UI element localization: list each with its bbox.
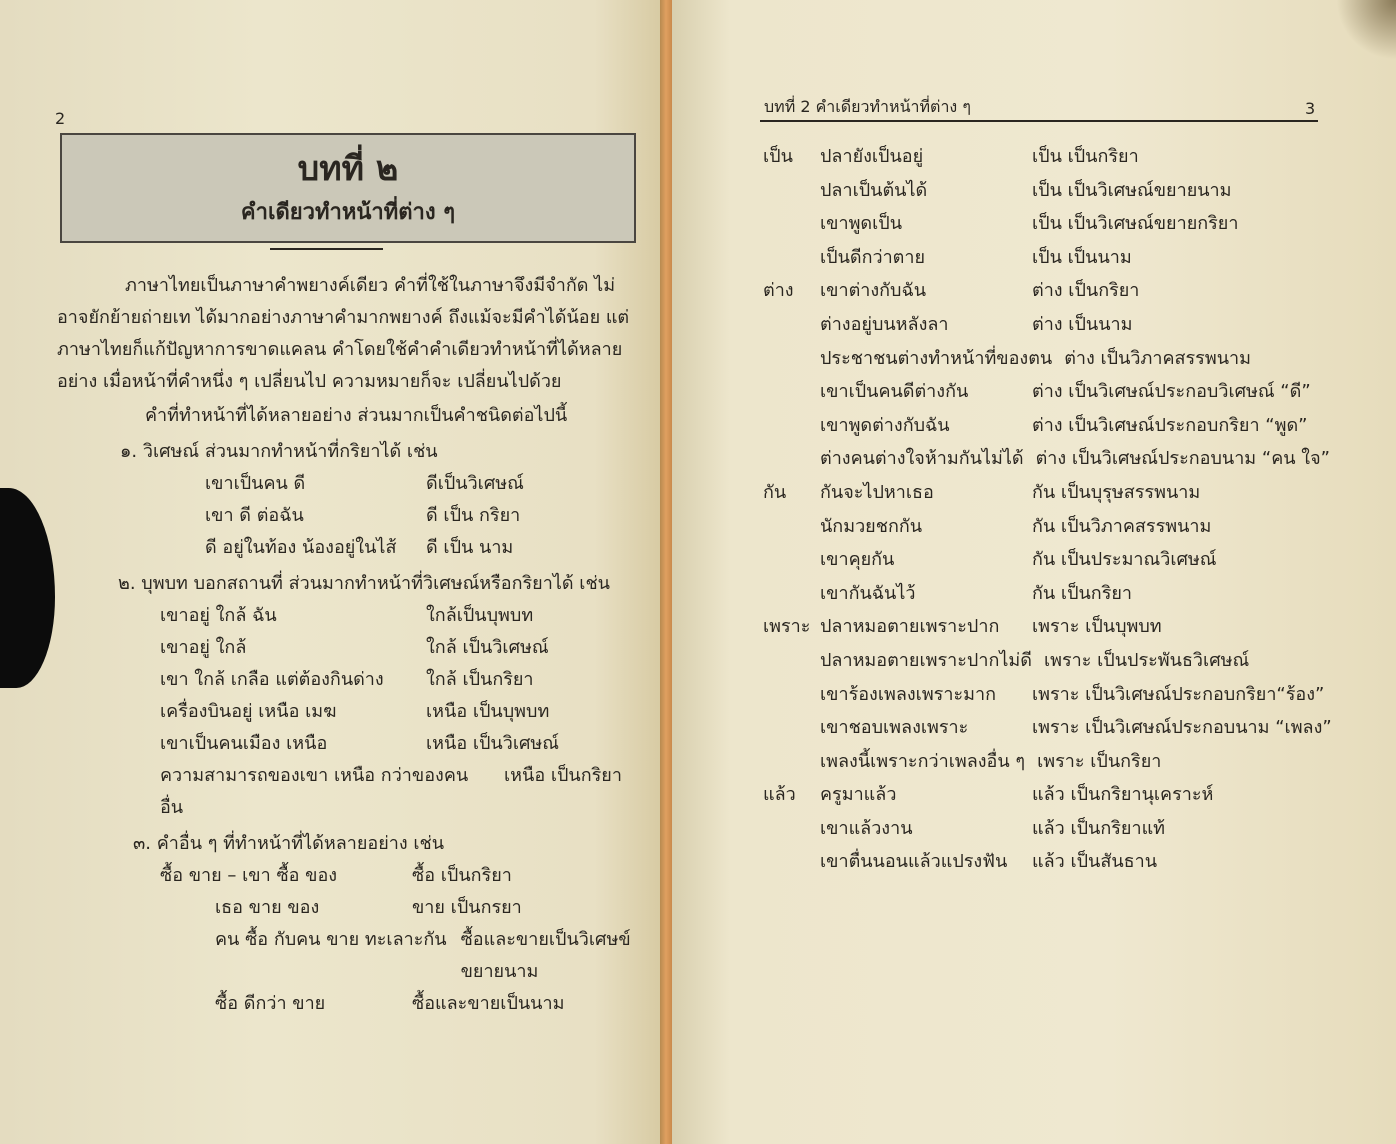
example-note: ดีเป็นวิเศษณ์ <box>426 473 524 494</box>
headword: กัน <box>763 481 787 503</box>
item-2-examples <box>57 600 642 824</box>
book-spine <box>660 0 672 1144</box>
example-sentence: เขาอยู่ ใกล้ ฉัน <box>160 605 277 626</box>
usage-note: เป็น เป็นวิเศษณ์ขยายนาม <box>1032 179 1232 201</box>
usage-note: แล้ว เป็นกริยานุเคราะห์ <box>1032 784 1214 806</box>
word-usage-row <box>763 308 1383 342</box>
example-row <box>57 600 642 632</box>
chapter-body <box>57 270 642 1020</box>
example-sentence: เขา ดี ต่อฉัน <box>205 505 304 526</box>
example-sentence: เขาพูดต่างกับฉัน <box>820 414 950 436</box>
example-sentence: ปลาเป็นต้นได้ <box>820 179 928 201</box>
word-usage-row <box>763 845 1383 879</box>
usage-note: กัน เป็นบุรุษสรรพนาม <box>1032 481 1201 503</box>
word-usage-row <box>763 241 1383 275</box>
example-sentence: เพลงนี้เพราะกว่าเพลงอื่น ๆ <box>820 750 1026 772</box>
usage-note: กัน เป็นประมาณวิเศษณ์ <box>1032 549 1217 571</box>
headword: ต่าง <box>763 280 794 302</box>
example-note: ซื้อและขายเป็นนาม <box>412 993 565 1014</box>
word-usage-row <box>763 140 1383 174</box>
title-divider <box>270 248 383 250</box>
example-row <box>57 500 642 532</box>
example-note: เหนือ เป็นวิเศษณ์ <box>426 733 559 754</box>
example-sentence: คน ซื้อ กับคน ขาย ทะเลาะกัน <box>215 929 447 950</box>
item-1-heading: ๑. วิเศษณ์ ส่วนมากทำหน้าที่กริยาได้ เช่น <box>120 441 438 462</box>
example-row <box>57 988 642 1020</box>
word-usage-row <box>763 711 1383 745</box>
example-note: ใกล้ เป็นกริยา <box>426 669 534 690</box>
intro-line: คำที่ทำหน้าที่ได้หลายอย่าง ส่วนมากเป็นคำชนิดต่อไปนี้ <box>145 405 568 426</box>
example-sentence: ครูมาแล้ว <box>820 784 897 806</box>
corner-shadow <box>1336 0 1396 60</box>
example-sentence: เครื่องบินอยู่ เหนือ เมฆ <box>160 701 337 722</box>
paragraph-line: เปลี่ยนไปด้วย <box>457 371 562 392</box>
usage-note: เพราะ เป็นบุพบท <box>1032 616 1162 638</box>
word-usage-row <box>763 442 1383 476</box>
usage-note: เพราะ เป็นประพันธวิเศษณ์ <box>1043 649 1250 671</box>
word-usage-row <box>763 510 1383 544</box>
example-note: ใกล้เป็นบุพบท <box>426 605 534 626</box>
headword: แล้ว <box>763 784 796 806</box>
example-sentence: เขาเป็นคน ดี <box>205 473 306 494</box>
example-sentence: ต่างคนต่างใจห้ามกันไม่ได้ <box>820 448 1024 470</box>
example-row <box>57 532 642 564</box>
example-sentence: ดี อยู่ในท้อง น้องอยู่ในไส้ <box>205 537 397 558</box>
usage-note: ต่าง เป็นวิภาคสรรพนาม <box>1064 347 1251 369</box>
example-note: ใกล้ เป็นวิเศษณ์ <box>426 637 549 658</box>
word-usage-row <box>763 375 1383 409</box>
example-sentence: เขาชอบเพลงเพราะ <box>820 717 969 739</box>
usage-note: เพราะ เป็นวิเศษณ์ประกอบกริยา“ร้อง” <box>1032 683 1325 705</box>
example-sentence: เป็นดีกว่าตาย <box>820 246 926 268</box>
word-usage-row <box>763 476 1383 510</box>
word-usage-row <box>763 610 1383 644</box>
usage-note: แล้ว เป็นกริยาแท้ <box>1032 817 1166 839</box>
intro-paragraph <box>57 270 642 398</box>
item-1-examples <box>57 468 642 564</box>
usage-note: เป็น เป็นกริยา <box>1032 146 1139 167</box>
paragraph-line: คำโดยใช้คำคำเดียวทำหน้าที่ได้หลายอย่าง เมื่อหน้าที่คำหนึ่ง ๆ เปลี่ยนไป ความหมายก็จะ <box>57 339 623 392</box>
word-usage-row <box>763 342 1383 376</box>
usage-note: เพราะ เป็นกริยา <box>1037 750 1162 772</box>
example-note: ดี เป็น นาม <box>426 537 514 558</box>
usage-note: ต่าง เป็นวิเศษณ์ประกอบนาม “คน ใจ” <box>1035 448 1330 470</box>
left-page <box>0 0 660 1144</box>
example-sentence: เธอ ขาย ของ <box>215 897 320 918</box>
usage-note: กัน เป็นวิภาคสรรพนาม <box>1032 515 1212 537</box>
usage-note: เป็น เป็นนาม <box>1032 246 1132 268</box>
item-2-heading: ๒. บุพบท บอกสถานที่ ส่วนมากทำหน้าที่วิเศษณ์หรือกริยาได้ เช่น <box>118 573 610 594</box>
word-usage-row <box>763 812 1383 846</box>
word-usage-row <box>763 409 1383 443</box>
word-usage-row <box>763 577 1383 611</box>
example-note: ดี เป็น กริยา <box>426 505 521 526</box>
example-sentence: ปลายังเป็นอยู่ <box>820 146 924 167</box>
example-sentence: เขาตื่นนอนแล้วแปรงฟัน <box>820 851 1008 873</box>
example-row <box>57 892 642 924</box>
example-note: เหนือ เป็นกริยา <box>504 765 622 786</box>
example-row <box>57 860 642 892</box>
word-usage-row <box>763 274 1383 308</box>
example-row <box>57 696 642 728</box>
paragraph-line: ภาษาไทยเป็นภาษาคำพยางค์เดียว คำที่ใช้ในภาษาจึงมีจำกัด ไม่อาจยักย้ายถ่ายเท <box>57 275 616 328</box>
example-sentence: นักมวยชกกัน <box>820 515 923 537</box>
item-3-examples <box>57 860 642 1020</box>
example-row <box>57 632 642 664</box>
usage-note: ต่าง เป็นวิเศษณ์ประกอบกริยา “พูด” <box>1032 414 1308 436</box>
example-sentence: เขาเป็นคนดีต่างกัน <box>820 381 969 403</box>
word-usage-row <box>763 778 1383 812</box>
example-sentence: ประชาชนต่างทำหน้าที่ของตน <box>820 347 1053 369</box>
word-usage-row <box>763 174 1383 208</box>
usage-note: ต่าง เป็นนาม <box>1032 313 1133 335</box>
example-sentence: เขาอยู่ ใกล้ <box>160 637 247 658</box>
example-sentence: เขาเป็นคนเมือง เหนือ <box>160 733 328 754</box>
word-usage-row <box>763 745 1383 779</box>
example-note: ขาย เป็นกรยา <box>412 897 522 918</box>
example-sentence: ปลาหมอตายเพราะปาก <box>820 616 1000 638</box>
usage-note: กัน เป็นกริยา <box>1032 582 1133 604</box>
usage-note: เพราะ เป็นวิเศษณ์ประกอบนาม “เพลง” <box>1032 717 1332 739</box>
example-sentence: ซื้อ ดีกว่า ขาย <box>215 993 326 1014</box>
paragraph-line: ได้มากอย่างภาษาคำมากพยางค์ ถึงแม้จะมีคำได้น้อย แต่ภาษาไทยก็แก้ปัญหาการขาดแคลน <box>57 307 630 360</box>
usage-note: แล้ว เป็นสันธาน <box>1032 851 1158 873</box>
word-usage-list <box>763 140 1383 879</box>
example-note: ซื้อ เป็นกริยา <box>412 865 512 886</box>
example-sentence: ต่างอยู่บนหลังลา <box>820 313 949 335</box>
running-header: บทที่ 2 คำเดียวทำหน้าที่ต่าง ๆ <box>764 97 971 116</box>
usage-note: เป็น เป็นวิเศษณ์ขยายกริยา <box>1032 213 1239 235</box>
example-sentence: เขากันฉันไว้ <box>820 582 916 604</box>
page-number: 3 <box>1305 99 1316 118</box>
page-number: 2 <box>55 109 66 128</box>
word-usage-row <box>763 543 1383 577</box>
example-sentence: เขาต่างกับฉัน <box>820 280 927 302</box>
chapter-subtitle: คำเดียวทำหน้าที่ต่าง ๆ <box>240 200 456 225</box>
example-sentence: เขาคุยกัน <box>820 549 895 571</box>
headword: เพราะ <box>763 616 811 638</box>
example-sentence: เขาพูดเป็น <box>820 213 903 235</box>
example-note: เหนือ เป็นบุพบท <box>426 701 550 722</box>
example-note: ซื้อและขายเป็นวิเศษข์ขยายนาม <box>460 929 631 982</box>
example-row <box>57 728 642 760</box>
word-usage-row <box>763 207 1383 241</box>
example-sentence: ความสามารถของเขา เหนือ กว่าของคนอื่น <box>160 765 469 818</box>
example-row <box>57 924 642 988</box>
example-sentence: ซื้อ ขาย – เขา ซื้อ ของ <box>160 865 338 886</box>
header-divider <box>760 120 1318 122</box>
example-row <box>57 664 642 696</box>
chapter-title: บทที่ ๒ <box>297 149 399 189</box>
example-sentence: กันจะไปหาเธอ <box>820 481 934 503</box>
example-row <box>57 760 642 824</box>
usage-note: ต่าง เป็นกริยา <box>1032 280 1140 302</box>
word-usage-row <box>763 644 1383 678</box>
example-sentence: เขาแล้วงาน <box>820 817 913 839</box>
word-usage-row <box>763 678 1383 712</box>
item-3-heading: ๓. คำอื่น ๆ ที่ทำหน้าที่ได้หลายอย่าง เช่น <box>133 833 445 854</box>
right-page <box>672 0 1396 1144</box>
example-sentence: ปลาหมอตายเพราะปากไม่ดี <box>820 649 1032 671</box>
example-row <box>57 468 642 500</box>
example-sentence: เขา ใกล้ เกลือ แต่ต้องกินด่าง <box>160 669 384 690</box>
chapter-title-box <box>60 133 636 243</box>
usage-note: ต่าง เป็นวิเศษณ์ประกอบวิเศษณ์ “ดี” <box>1032 381 1311 403</box>
example-sentence: เขาร้องเพลงเพราะมาก <box>820 683 997 705</box>
finger-shadow <box>0 488 55 688</box>
headword: เป็น <box>763 146 793 167</box>
